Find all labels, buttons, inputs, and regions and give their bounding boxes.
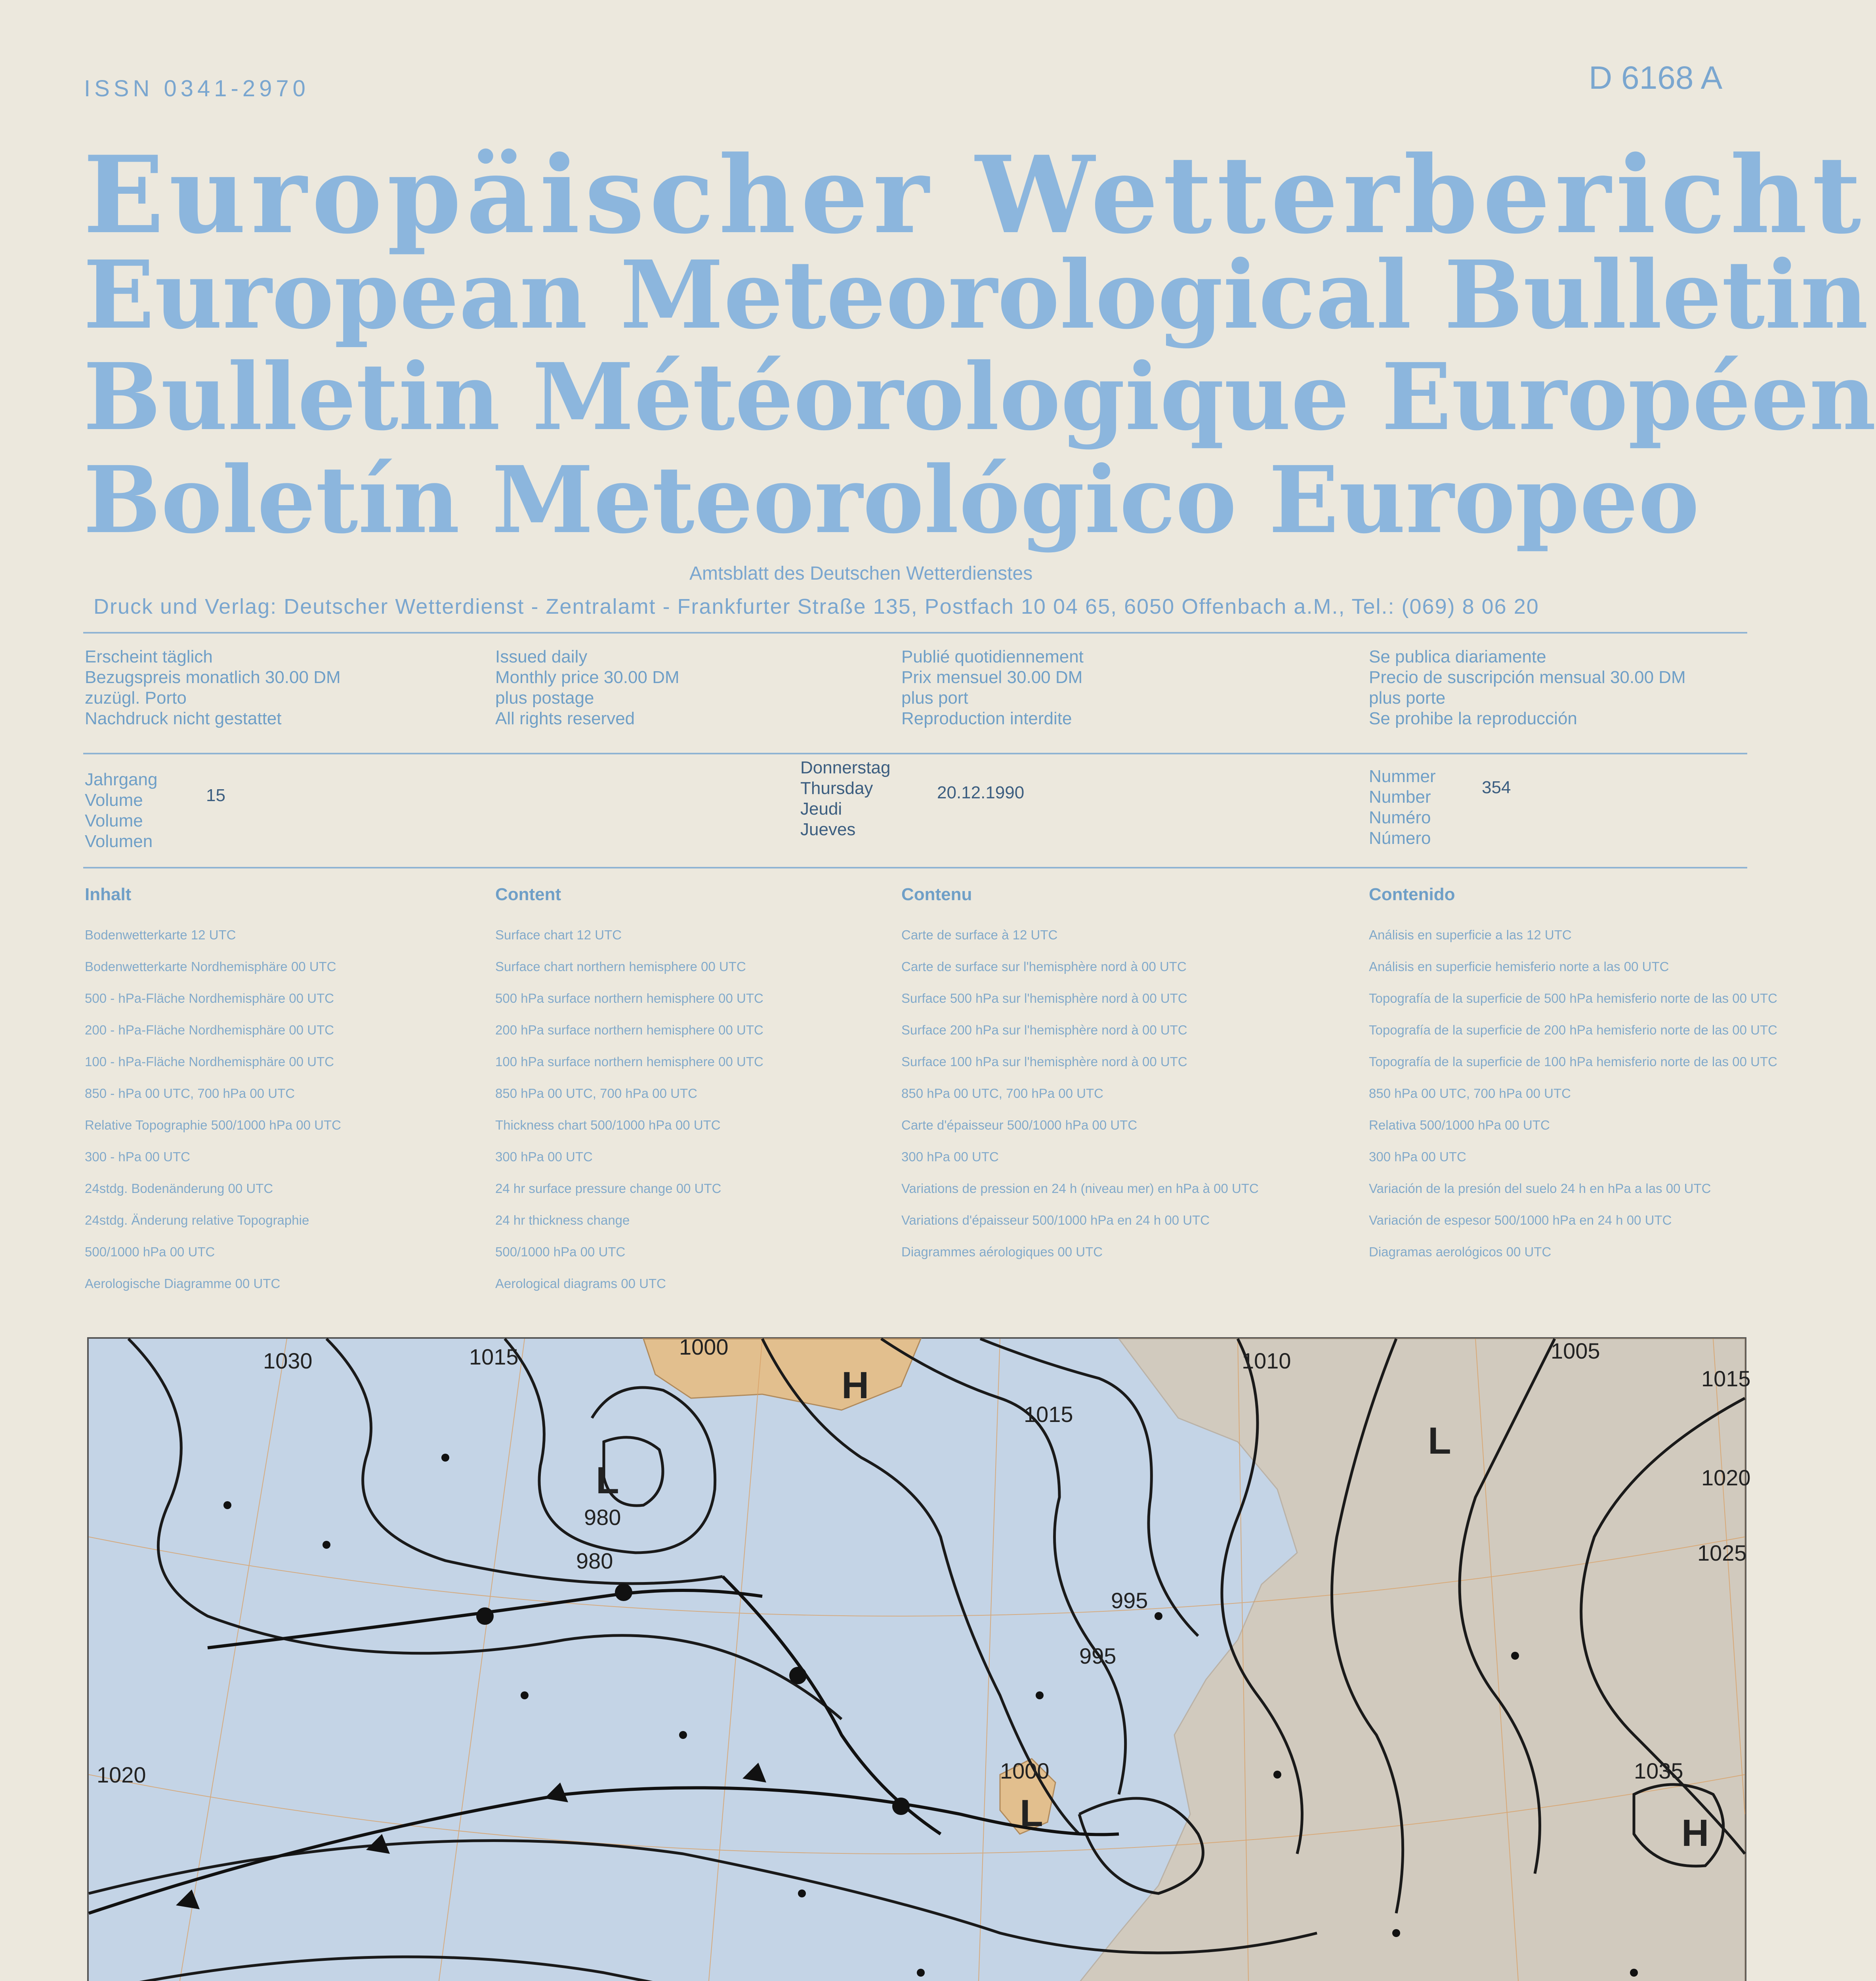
isobar-label: 1000 — [1000, 1758, 1050, 1783]
contents-list-english: Surface chart 12 UTC Surface chart northern hemisphere 00 UTC 500 hPa surface northern hemisphere 00 UTC 200 hPa surface northern hemisphere 00 UTC 100 hPa surface northern hemisphere 00 UTC 850 hPa 00 UTC, 700 hPa 00 UTC Thickness chart 500/1000 hPa 00 UTC 300 hPa 00 UTC 24 hr surface pressure change 00 UTC 24 hr thickness change 500/1000 hPa 00 UTC Aerological diagrams 00 UTC — [495, 928, 763, 1291]
title-french: Bulletin Météorologique Européen — [83, 343, 1876, 451]
high-pressure-center: H — [1681, 1812, 1709, 1854]
isobar-label: 1020 — [97, 1762, 146, 1787]
contents-list-german: Bodenwetterkarte 12 UTC Bodenwetterkarte Nordhemisphäre 00 UTC 500 - hPa-Fläche Nordhemisphäre 00 UTC 200 - hPa-Fläche Nordhemisphäre 00 UTC 100 - hPa-Fläche Nordhemisphäre 00 UTC 850 - hPa 00 UTC, 700 hPa 00 UTC Relative Topographie 500/1000 hPa 00 UTC 300 - hPa 00 UTC 24stdg. Bodenänderung 00 UTC 24stdg. Änderung relative Topographie 500/1000 hPa 00 UTC Aerologische Diagramme 00 UTC — [85, 928, 341, 1291]
volume-value: 15 — [206, 786, 225, 805]
issue-number: 354 — [1482, 778, 1511, 797]
isobar-label: 1015 — [1701, 1366, 1751, 1391]
issue-date: 20.12.1990 — [937, 783, 1025, 802]
divider — [83, 753, 1747, 754]
isobar-label: 1025 — [1697, 1540, 1747, 1565]
isobar-label: 1000 — [679, 1334, 729, 1359]
publisher-line: Druck und Verlag: Deutscher Wetterdienst - Zentralamt - Frankfurter Straße 135, Postfach 10 04 65, 6050 Offenbach a.M., Tel.: (069) 8 06 20 — [94, 595, 1539, 618]
title-german: Europäischer Wetterbericht — [83, 133, 1866, 258]
isobar-label: 1030 — [263, 1348, 313, 1373]
low-pressure-center: L — [1020, 1792, 1043, 1834]
isobar-label: 1005 — [1551, 1338, 1600, 1363]
volume-labels: Jahrgang Volume Volume Volumen — [85, 770, 158, 851]
contents-heading-spanish: Contenido — [1369, 885, 1455, 904]
isobar-label: 1035 — [1634, 1758, 1683, 1783]
contents-heading-french: Contenu — [901, 885, 972, 904]
info-german: Erscheint täglich Bezugspreis monatlich 30.00 DM zuzügl. Porto Nachdruck nicht gestattet — [85, 647, 341, 728]
divider — [83, 867, 1747, 868]
official-gazette: Amtsblatt des Deutschen Wetterdienstes — [689, 563, 1033, 584]
info-french: Publié quotidiennement Prix mensuel 30.00 DM plus port Reproduction interdite — [901, 647, 1084, 728]
divider — [83, 632, 1747, 634]
title-english: European Meteorological Bulletin — [83, 240, 1868, 350]
low-pressure-center: L — [1428, 1420, 1451, 1462]
isobar-label: 995 — [1111, 1588, 1148, 1613]
info-spanish: Se publica diariamente Precio de suscripción mensual 30.00 DM plus porte Se prohibe la reproducción — [1369, 647, 1686, 728]
isobar-label: 1015 — [469, 1344, 519, 1369]
contents-heading-german: Inhalt — [85, 885, 132, 904]
isobar-label: 1015 — [1024, 1402, 1073, 1427]
isobar-label: 980 — [576, 1548, 613, 1573]
isobar-label: 980 — [584, 1505, 621, 1530]
low-pressure-center: L — [596, 1459, 619, 1502]
number-labels: Nummer Number Numéro Número — [1369, 767, 1436, 848]
isobar-label: 1020 — [1701, 1465, 1751, 1490]
isobar-label: 1010 — [1242, 1348, 1291, 1373]
publication-code: D 6168 A — [1589, 60, 1723, 96]
surface-chart — [87, 1334, 1751, 1981]
high-pressure-center: H — [842, 1364, 869, 1407]
issn: ISSN 0341-2970 — [84, 76, 309, 101]
contents-heading-english: Content — [495, 885, 561, 904]
title-spanish: Boletín Meteorológico Europeo — [83, 446, 1700, 554]
weather-map — [89, 1334, 1751, 1981]
weekday-labels: Donnerstag Thursday Jeudi Jueves — [800, 758, 891, 839]
info-english: Issued daily Monthly price 30.00 DM plus postage All rights reserved — [495, 647, 679, 728]
contents-list-spanish: Análisis en superficie a las 12 UTC Análisis en superficie hemisferio norte a las 00 UTC Topografía de la superficie de 500 hPa hemisferio norte de las 00 UTC Topografía de la superficie de 200 hPa hemisferio norte de las 00 UTC Topografía de la superficie de 100 hPa hemisferio norte de las 00 UTC 850 hPa 00 UTC, 700 hPa 00 UTC Relativa 500/1000 hPa 00 UTC 300 hPa 00 UTC Variación de la presión del suelo 24 h en hPa a las 00 UTC Variación de espesor 500/1000 hPa en 24 h 00 UTC Diagramas aerológicos 00 UTC — [1369, 928, 1777, 1259]
contents-list-french: Carte de surface à 12 UTC Carte de surface sur l'hemisphère nord à 00 UTC Surface 500 hPa sur l'hemisphère nord à 00 UTC Surface 200 hPa sur l'hemisphère nord à 00 UTC Surface 100 hPa sur l'hemisphère nord à 00 UTC 850 hPa 00 UTC, 700 hPa 00 UTC Carte d'épaisseur 500/1000 hPa 00 UTC 300 hPa 00 UTC Variations de pression en 24 h (niveau mer) en hPa à 00 UTC Variations d'épaisseur 500/1000 hPa en 24 h 00 UTC Diagrammes aérologiques 00 UTC — [901, 928, 1259, 1259]
isobar-label: 995 — [1079, 1643, 1116, 1668]
